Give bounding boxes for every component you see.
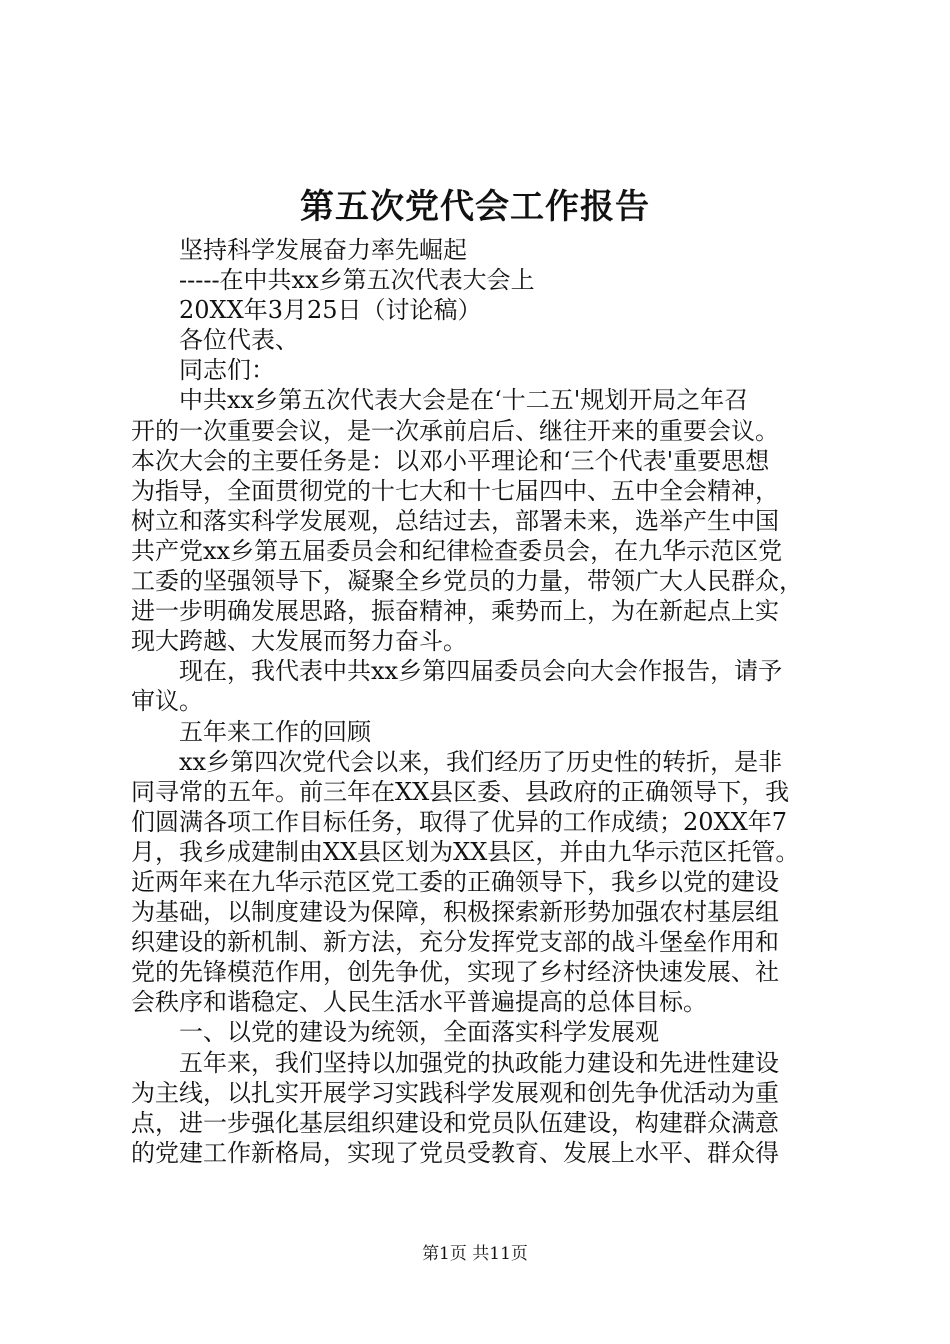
body-line: 同寻常的五年。前三年在XX县区委、县政府的正确领导下，我 [131,777,790,806]
body-line: 现在，我代表中共xx乡第四届委员会向大会作报告，请予 [179,657,783,686]
body-line: 树立和落实科学发展观，总结过去，部署未来，选举产生中国 [131,506,779,535]
body-line: 20XX年3月25日（讨论稿） [179,296,482,325]
body-line: 中共xx乡第五次代表大会是在‘十二五'规划开局之年召 [179,386,749,415]
body-line: 共产党xx乡第五届委员会和纪律检查委员会，在九华示范区党 [131,536,783,565]
body-line: 月，我乡成建制由XX县区划为XX县区，并由九华示范区托管。 [131,837,800,866]
body-line: 五年来，我们坚持以加强党的执政能力建设和先进性建设 [179,1048,779,1077]
body-line: 的党建工作新格局，实现了党员受教育、发展上水平、群众得 [131,1138,779,1167]
body-line: 工委的坚强领导下，凝聚全乡党员的力量，带领广大人民群众， [131,567,803,596]
body-line: 五年来工作的回顾 [179,717,371,746]
body-line: 坚持科学发展奋力率先崛起 [179,236,467,264]
document-title: 第五次党代会工作报告 [300,187,650,227]
body-line: 一、以党的建设为统领，全面落实科学发展观 [179,1018,659,1047]
body-line: 为基础，以制度建设为保障，积极探索新形势加强农村基层组 [131,898,779,927]
body-line: -----在中共xx乡第五次代表大会上 [179,266,535,295]
body-line: 进一步明确发展思路，振奋精神，乘势而上，为在新起点上实 [131,597,779,626]
body-line: 为主线，以扎实开展学习实践科学发展观和创先争优活动为重 [131,1078,779,1107]
page-footer: 第1页 共11页 [422,1244,528,1264]
body-line: 为指导，全面贯彻党的十七大和十七届四中、五中全会精神， [131,476,779,505]
body-line: 们圆满各项工作目标任务，取得了优异的工作成绩；20XX年7 [131,807,787,836]
body-line: 点，进一步强化基层组织建设和党员队伍建设，构建群众满意 [131,1108,779,1137]
body-line: 织建设的新机制、新方法，充分发挥党支部的战斗堡垒作用和 [131,928,779,957]
body-line: 本次大会的主要任务是：以邓小平理论和‘三个代表'重要思想 [131,446,770,475]
body-line: 同志们： [179,356,275,385]
body-line: 各位代表、 [179,326,299,355]
body-line: 党的先锋模范作用，创先争优，实现了乡村经济快速发展、社 [131,958,779,987]
body-line: 近两年来在九华示范区党工委的正确领导下，我乡以党的建设 [131,867,779,896]
body-line: 现大跨越、大发展而努力奋斗。 [131,627,467,656]
document-body [131,235,831,1168]
body-line: 会秩序和谐稳定、人民生活水平普遍提高的总体目标。 [131,988,707,1017]
body-line: 开的一次重要会议，是一次承前启后、继往开来的重要会议。 [131,416,779,445]
body-line: xx乡第四次党代会以来，我们经历了历史性的转折，是非 [179,747,783,776]
body-line: 审议。 [131,687,203,716]
